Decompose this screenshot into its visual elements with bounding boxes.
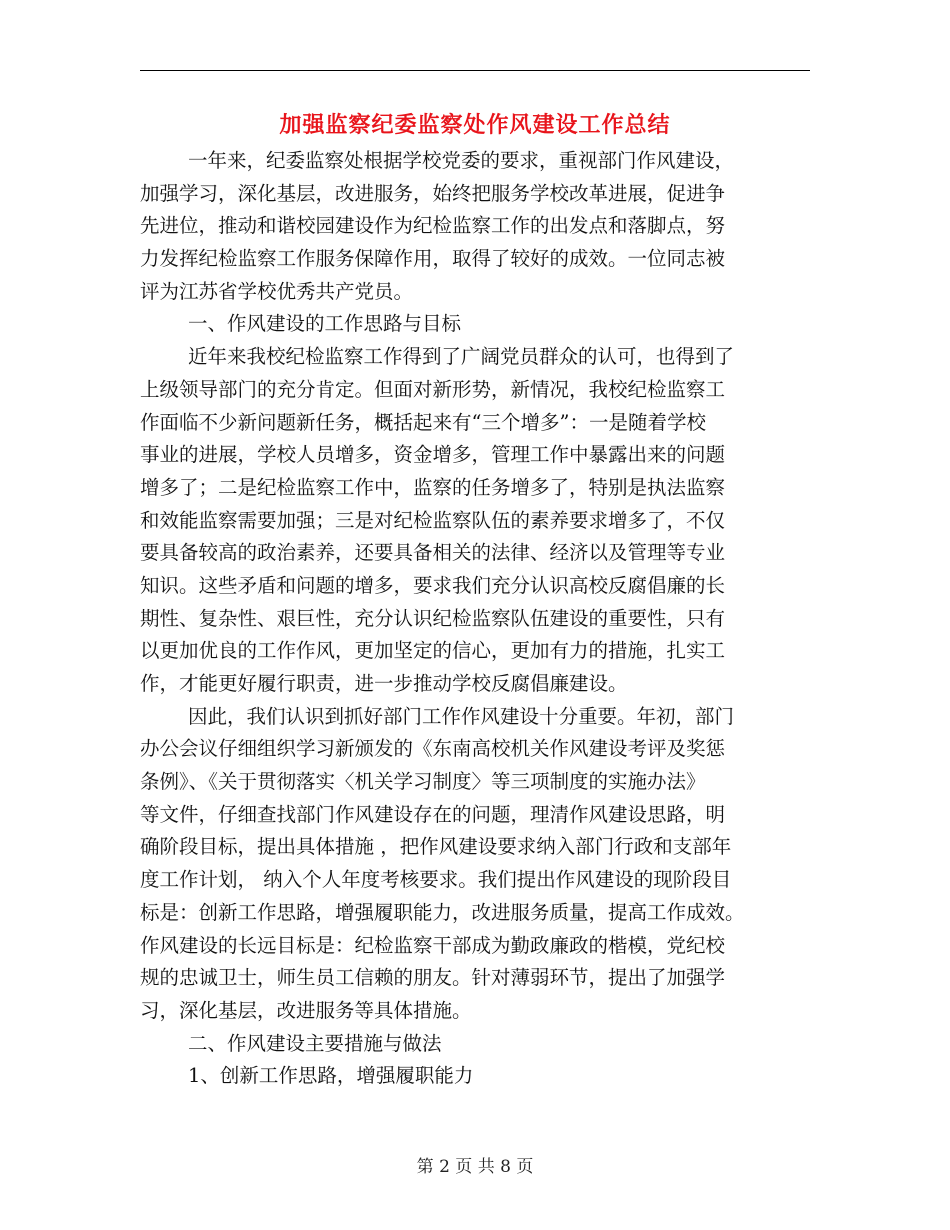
paragraph-line: 以更加优良的工作作风，更加坚定的信心，更加有力的措施，扎实工 (140, 639, 726, 663)
paragraph-line: 力发挥纪检监察工作服务保障作用，取得了较好的成效。一位同志被 (140, 247, 726, 271)
paragraph-line: 条例》、《关于贯彻落实〈机关学习制度〉等三项制度的实施办法》 (140, 770, 706, 794)
paragraph-line: 要具备较高的政治素养，还要具备相关的法律、经济以及管理等专业 (140, 541, 726, 565)
paragraph-line: 标是：创新工作思路，增强履职能力，改进服务质量，提高工作成效。 (140, 900, 745, 924)
paragraph-line: 先进位，推动和谐校园建设作为纪检监察工作的出发点和落脚点，努 (140, 214, 726, 238)
paragraph-line: 评为江苏省学校优秀共产党员。 (140, 279, 414, 303)
section-heading: 一、作风建设的工作思路与目标 (188, 312, 462, 336)
paragraph-line: 加强学习，深化基层，改进服务，始终把服务学校改革进展，促进争 (140, 181, 726, 205)
paragraph-line: 规的忠诚卫士，师生员工信赖的朋友。针对薄弱环节，提出了加强学 (140, 966, 726, 990)
paragraph-line: 知识。这些矛盾和问题的增多，要求我们充分认识高校反腐倡廉的长 (140, 573, 726, 597)
paragraph-line: 因此，我们认识到抓好部门工作作风建设十分重要。年初，部门 (188, 704, 735, 728)
paragraph-line: 近年来我校纪检监察工作得到了广阔党员群众的认可，也得到了 (188, 345, 735, 369)
document-body (140, 145, 810, 1093)
paragraph-line: 习，深化基层，改进服务等具体措施。 (140, 998, 472, 1022)
paragraph-line: 上级领导部门的充分肯定。但面对新形势，新情况，我校纪检监察工 (140, 377, 726, 401)
document-title: 加强监察纪委监察处作风建设工作总结 (279, 112, 671, 138)
paragraph-line: 增多了；二是纪检监察工作中，监察的任务增多了，特别是执法监察 (140, 475, 726, 499)
paragraph-line: 办公会议仔细组织学习新颁发的《东南高校机关作风建设考评及奖惩 (140, 737, 726, 761)
page-number: 第 2 页 共 8 页 (416, 1157, 534, 1177)
paragraph-line: 作面临不少新问题新任务，概括起来有“三个增多”：一是随着学校 (140, 410, 706, 434)
paragraph-line: 确阶段目标，提出具体措施 ，把作风建设要求纳入部门行政和支部年 (140, 835, 732, 859)
header-rule (140, 70, 810, 71)
paragraph-line: 等文件，仔细查找部门作风建设存在的问题，理清作风建设思路，明 (140, 802, 726, 826)
paragraph-line: 度工作计划， 纳入个人年度考核要求。我们提出作风建设的现阶段目 (140, 868, 732, 892)
paragraph-line: 一年来，纪委监察处根据学校党委的要求，重视部门作风建设， (188, 149, 735, 172)
paragraph-line: 作风建设的长远目标是：纪检监察干部成为勤政廉政的楷模，党纪校 (140, 933, 726, 957)
paragraph-line: 作，才能更好履行职责，进一步推动学校反腐倡廉建设。 (140, 672, 628, 695)
paragraph-line: 期性、复杂性、艰巨性，充分认识纪检监察队伍建设的重要性，只有 (140, 606, 726, 630)
paragraph-line: 事业的进展，学校人员增多，资金增多，管理工作中暴露出来的问题 (140, 443, 726, 467)
section-heading: 二、作风建设主要措施与做法 (188, 1031, 442, 1055)
subsection-heading: 1、创新工作思路，增强履职能力 (188, 1064, 474, 1088)
paragraph-line: 和效能监察需要加强；三是对纪检监察队伍的素养要求增多了，不仅 (140, 508, 726, 532)
